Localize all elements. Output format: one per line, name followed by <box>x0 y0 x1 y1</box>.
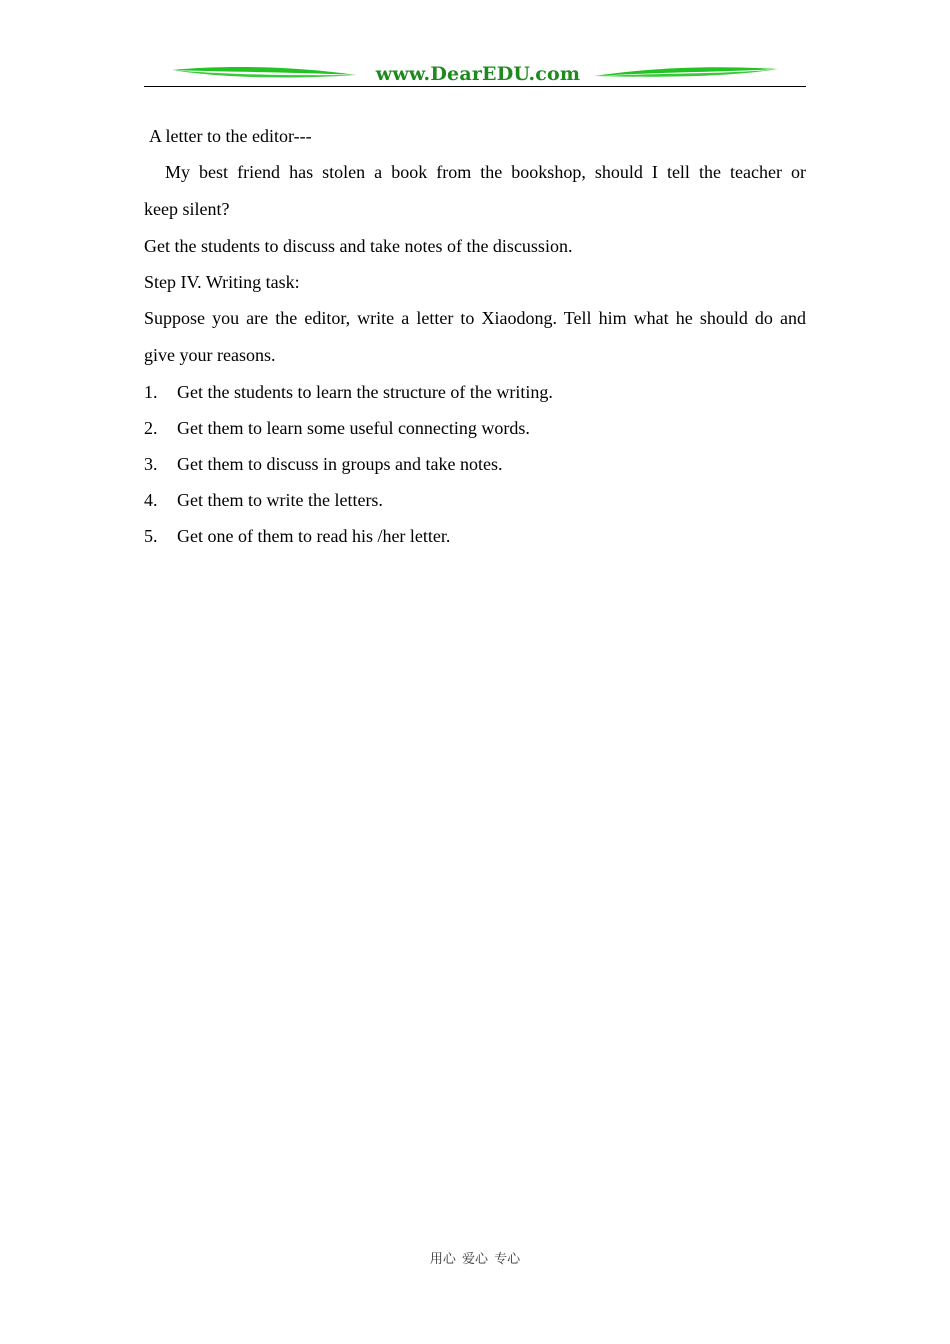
task-line-2: give your reasons. <box>144 345 276 365</box>
list-item <box>144 374 806 410</box>
task-line-1: Suppose you are the editor, write a letter to Xiaodong. Tell him what he should do and <box>144 308 806 328</box>
list-item <box>144 482 806 518</box>
question-line-1: My best friend has stolen a book from the bookshop, should I tell the teacher or <box>165 162 806 182</box>
page-footer: 用心 爱心 专心 <box>429 1252 521 1267</box>
document-body <box>144 118 806 554</box>
list-number: 5. <box>144 526 158 546</box>
procedure-list <box>144 374 806 554</box>
list-text: Get them to learn some useful connecting words. <box>177 418 530 438</box>
list-item <box>144 446 806 482</box>
step-heading: Step IV. Writing task: <box>144 272 300 292</box>
list-number: 4. <box>144 490 158 510</box>
list-item <box>144 518 806 554</box>
question-line-2: keep silent? <box>144 199 230 219</box>
list-number: 1. <box>144 382 158 402</box>
list-text: Get them to write the letters. <box>177 490 383 510</box>
list-item <box>144 410 806 446</box>
discussion-instruction: Get the students to discuss and take notes of the discussion. <box>144 236 573 256</box>
list-text: Get them to discuss in groups and take notes. <box>177 454 503 474</box>
list-number: 2. <box>144 418 158 438</box>
letter-heading: A letter to the editor--- <box>149 126 312 146</box>
page-header <box>144 60 806 90</box>
list-number: 3. <box>144 454 158 474</box>
list-text: Get one of them to read his /her letter. <box>177 526 451 546</box>
list-text: Get the students to learn the structure of the writing. <box>177 382 553 402</box>
header-rule <box>144 86 806 87</box>
site-logo-text: www.DearEDU.com <box>375 63 581 85</box>
